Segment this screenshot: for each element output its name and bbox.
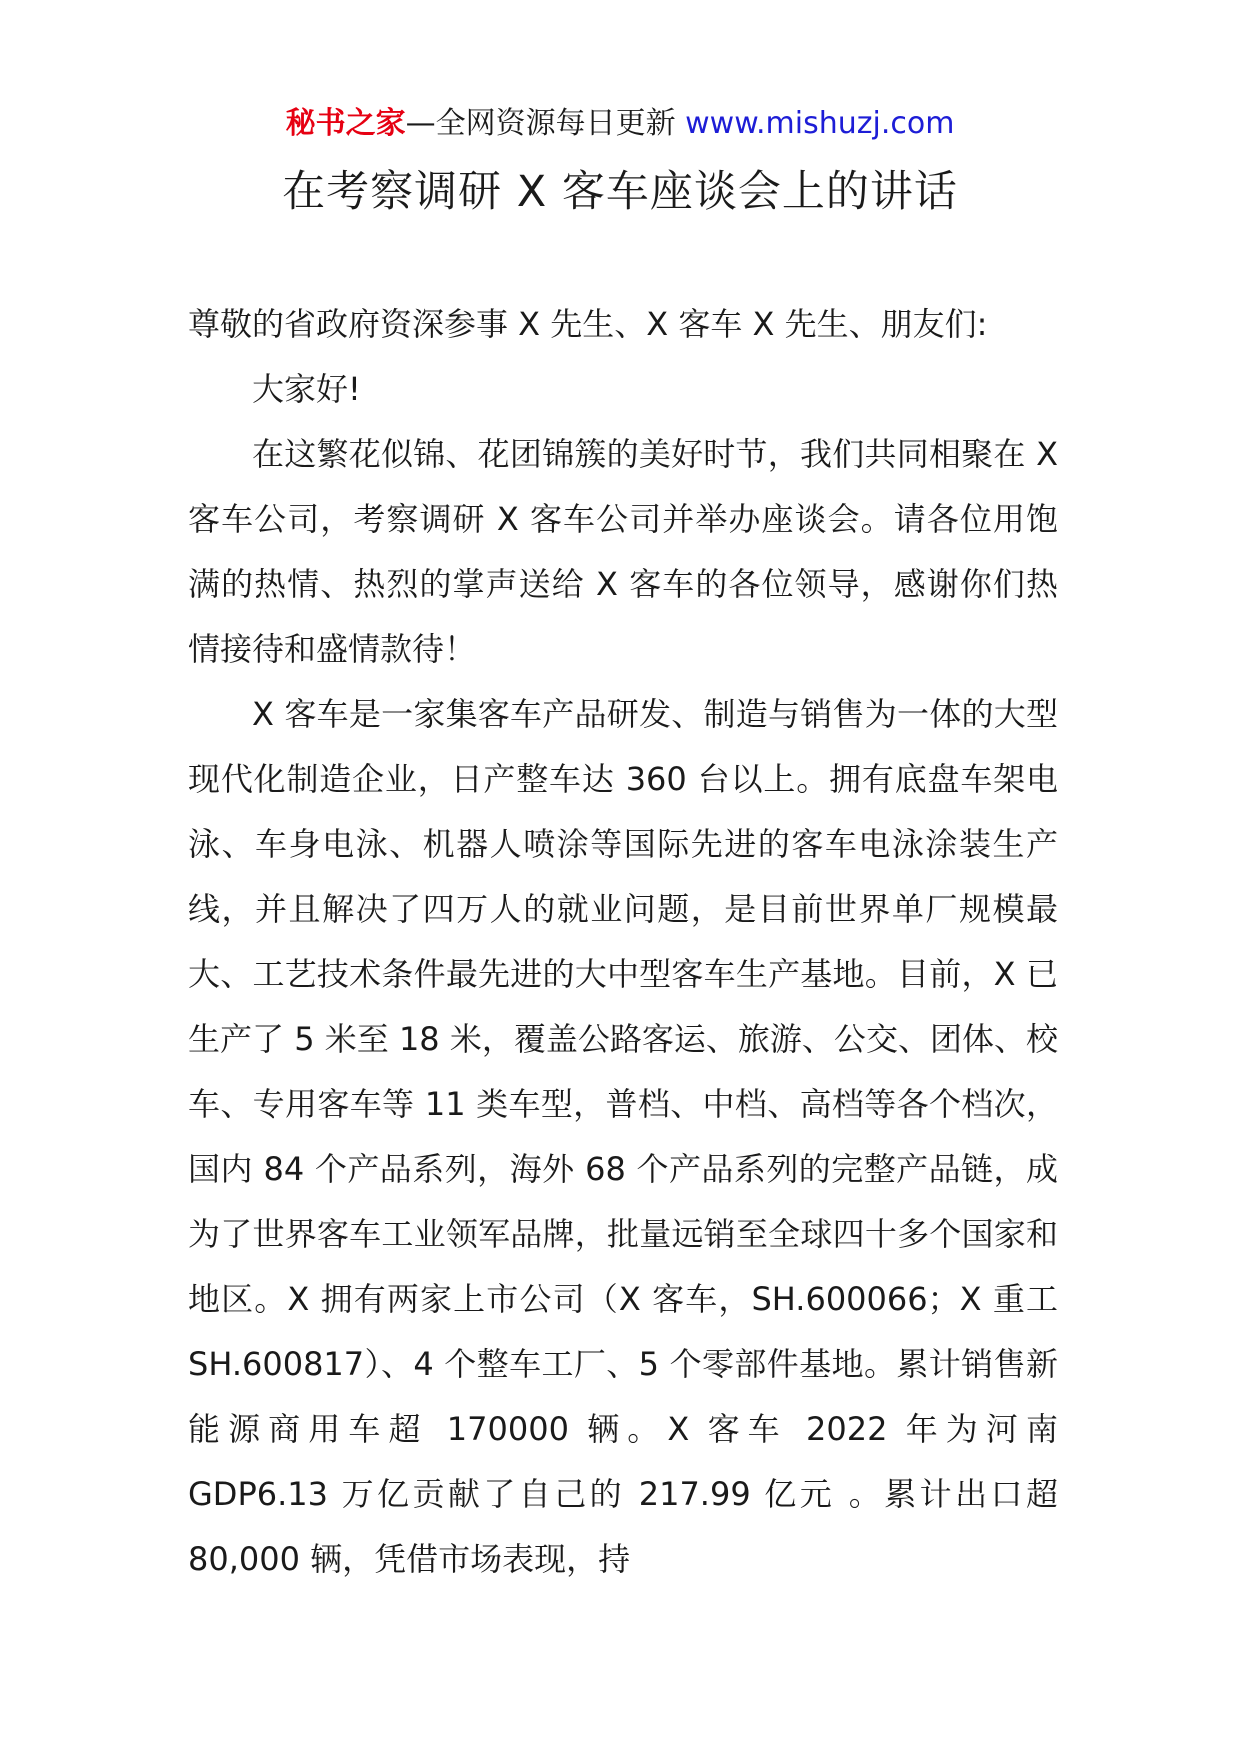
document-title: 在考察调研 X 客车座谈会上的讲话 (282, 167, 958, 217)
brand-name[interactable]: 秘书之家 (285, 106, 406, 141)
paragraph-greeting: 大家好! (252, 370, 361, 408)
paragraph-company-profile: X 客车是一家集客车产品研发、制造与销售为一体的大型现代化制造企业，日产整车达 360 台以上。拥有底盘车架电泳、车身电泳、机器人喷涂等国际先进的客车电泳涂装生产线，并且解决了四万人的就业问题，是目前世界单厂规模最大、工艺技术条件最先进的大中型客车生产基地。目前，X 已生产了 5 米至 18 米，覆盖公路客运、旅游、公交、团体、校车、专用客车等 11 类车型，普档、中档、高档等各个档次，国内 84 个产品系列，海外 68 个产品系列的完整产品链，成为了世界客车工业领军品牌，批量远销至全球四十多个国家和地区。X 拥有两家上市公司（X 客车，SH.600066；X 重工 SH.600817）、4 个整车工厂、5 个零部件基地。累计销售新能源商用车超 170000 辆。X 客车 2022 年为河南 GDP6.13 万亿贡献了自己的 217.99 亿元 。累计出口超 80,000 辆，凭借市场表现，持 (188, 695, 1058, 1578)
paragraph-intro: 在这繁花似锦、花团锦簇的美好时节，我们共同相聚在 X 客车公司，考察调研 X 客车公司并举办座谈会。请各位用饱满的热情、热烈的掌声送给 X 客车的各位领导，感谢你们热情接待和盛情款待！ (188, 435, 1058, 668)
salutation: 尊敬的省政府资深参事 X 先生、X 客车 X 先生、朋友们: (188, 305, 988, 343)
header-tagline: —全网资源每日更新 (405, 106, 676, 141)
site-url-link[interactable]: www.mishuzj.com (685, 106, 955, 141)
site-header (0, 104, 1240, 144)
document-body (188, 292, 1058, 1592)
